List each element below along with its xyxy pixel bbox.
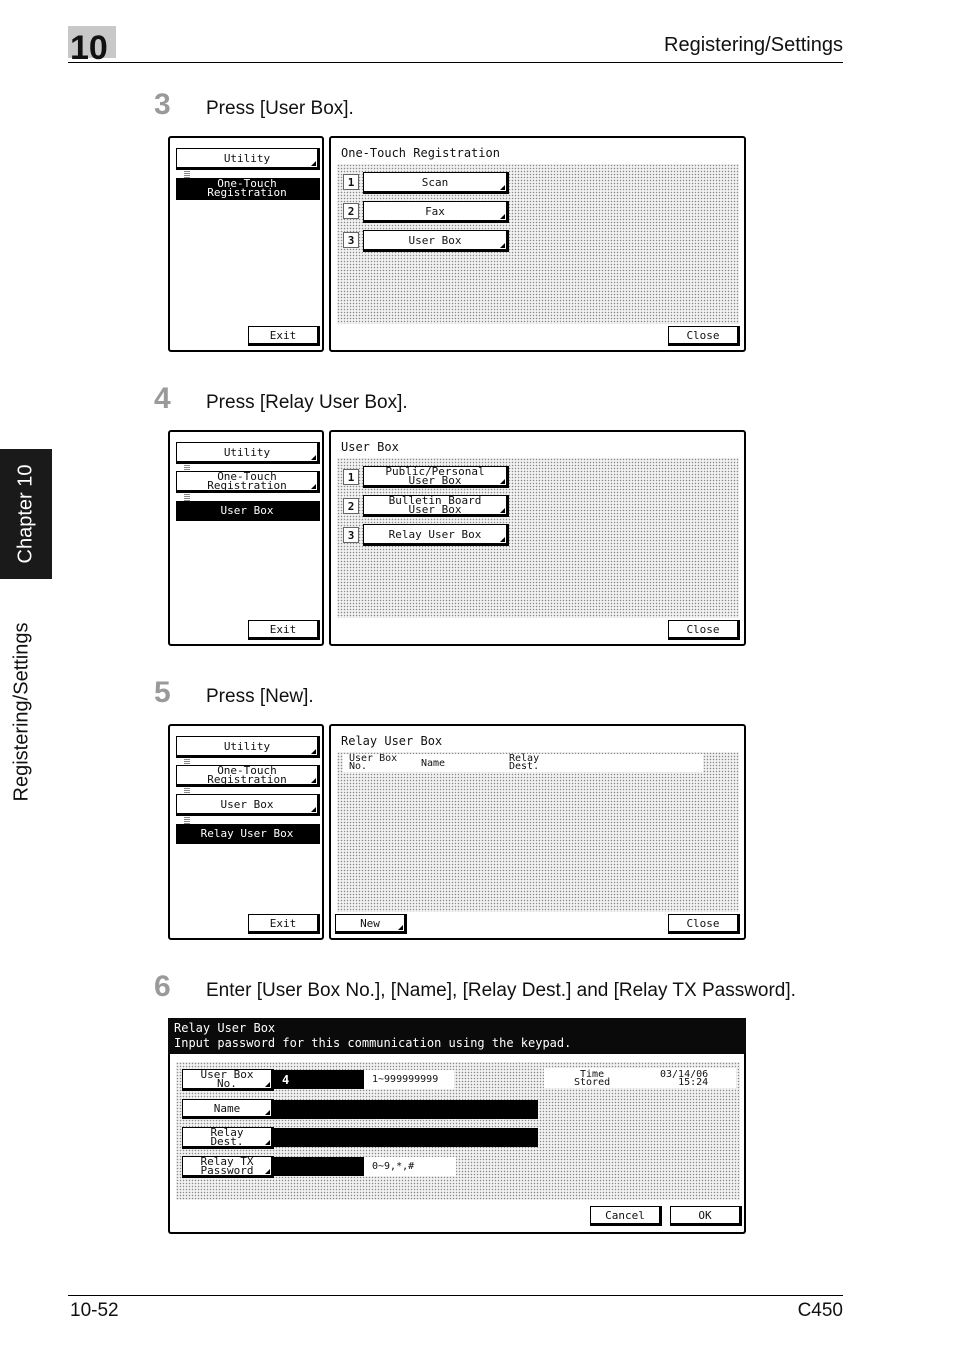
relay-user-box-button[interactable]: Relay User Box xyxy=(176,824,320,844)
item-number: 2 xyxy=(343,203,359,219)
step-text: Press [New]. xyxy=(206,686,314,707)
page-number: 10-52 xyxy=(70,1300,119,1321)
step-number: 6 xyxy=(154,970,171,1003)
exit-button[interactable]: Exit xyxy=(248,914,320,934)
exit-button[interactable]: Exit xyxy=(248,620,320,640)
step-text: Press [Relay User Box]. xyxy=(206,392,408,413)
name-button[interactable]: Name xyxy=(182,1099,274,1119)
step-number: 3 xyxy=(154,88,171,121)
chapter-side-tab: Chapter 10 xyxy=(0,449,52,579)
one-touch-registration-button[interactable]: One-Touch Registration xyxy=(176,178,320,200)
relay-dest-field[interactable] xyxy=(274,1128,538,1147)
ok-button[interactable]: OK xyxy=(670,1206,742,1226)
cancel-button[interactable]: Cancel xyxy=(590,1206,662,1226)
close-button[interactable]: Close xyxy=(668,914,740,934)
message-bar xyxy=(168,1018,746,1054)
section-side-tab: Registering/Settings xyxy=(10,622,33,802)
column-user-box-no: User Box No. xyxy=(349,753,398,772)
screen-user-box xyxy=(168,430,746,646)
relay-tx-password-button[interactable]: Relay TX Password xyxy=(182,1156,274,1178)
relay-tx-password-hint: 0~9,*,# xyxy=(364,1157,456,1176)
left-nav-panel xyxy=(168,136,324,352)
panel-title: User Box xyxy=(341,440,399,454)
panel-title: One-Touch Registration xyxy=(341,146,500,160)
one-touch-registration-button[interactable]: One-Touch Registration xyxy=(176,765,320,787)
item-number: 3 xyxy=(343,527,359,543)
screen-one-touch-registration xyxy=(168,136,746,352)
new-button[interactable]: New xyxy=(335,914,407,934)
utility-button[interactable]: Utility xyxy=(176,148,320,170)
user-box-button[interactable]: User Box xyxy=(176,794,320,816)
close-button[interactable]: Close xyxy=(668,326,740,346)
scan-button[interactable]: Scan xyxy=(363,172,509,194)
screen-relay-user-box xyxy=(168,724,746,940)
user-box-button[interactable]: User Box xyxy=(363,230,509,252)
relay-tx-password-field[interactable] xyxy=(274,1157,364,1176)
left-nav-panel xyxy=(168,430,324,646)
dotted-area xyxy=(337,752,739,912)
message-title: Relay User Box xyxy=(174,1021,276,1035)
step-number: 5 xyxy=(154,676,171,709)
input-panel xyxy=(168,1054,746,1234)
one-touch-registration-button[interactable]: One-Touch Registration xyxy=(176,471,320,493)
time-stored-label: Time Stored xyxy=(574,1069,611,1088)
item-number: 1 xyxy=(343,469,359,485)
user-box-no-range: 1~999999999 xyxy=(364,1070,454,1089)
model-name: C450 xyxy=(797,1300,843,1321)
right-content-panel xyxy=(329,430,746,646)
right-content-panel xyxy=(329,136,746,352)
bulletin-board-user-box-button[interactable]: Bulletin Board User Box xyxy=(363,495,509,517)
item-number: 1 xyxy=(343,174,359,190)
item-number: 3 xyxy=(343,232,359,248)
user-box-button[interactable]: User Box xyxy=(176,501,320,521)
chapter-number: 10 xyxy=(70,29,108,67)
panel-title: Relay User Box xyxy=(341,734,443,748)
relay-user-box-button[interactable]: Relay User Box xyxy=(363,524,509,546)
utility-button[interactable]: Utility xyxy=(176,442,320,464)
column-relay-dest: Relay Dest. xyxy=(509,753,540,772)
step-text: Enter [User Box No.], [Name], [Relay Dest.] and [Relay TX Password]. xyxy=(206,980,796,1001)
public-personal-user-box-button[interactable]: Public/Personal User Box xyxy=(363,466,509,488)
header-rule xyxy=(68,62,843,63)
exit-button[interactable]: Exit xyxy=(248,326,320,346)
name-field[interactable] xyxy=(274,1100,538,1119)
fax-button[interactable]: Fax xyxy=(363,201,509,223)
column-name: Name xyxy=(421,758,446,769)
right-content-panel xyxy=(329,724,746,940)
header-title: Registering/Settings xyxy=(664,34,843,56)
user-box-no-button[interactable]: User Box No. xyxy=(182,1069,274,1091)
footer-rule xyxy=(68,1295,843,1296)
relay-dest-button[interactable]: Relay Dest. xyxy=(182,1127,274,1149)
time-stored-value: 03/14/06 15:24 xyxy=(660,1069,709,1088)
user-box-no-field[interactable]: 4 xyxy=(274,1070,364,1089)
close-button[interactable]: Close xyxy=(668,620,740,640)
step-number: 4 xyxy=(154,382,171,415)
utility-button[interactable]: Utility xyxy=(176,736,320,758)
left-nav-panel xyxy=(168,724,324,940)
step-text: Press [User Box]. xyxy=(206,98,354,119)
item-number: 2 xyxy=(343,498,359,514)
screen-relay-user-box-input xyxy=(168,1018,746,1234)
message-instruction: Input password for this communication using the keypad. xyxy=(174,1036,572,1050)
